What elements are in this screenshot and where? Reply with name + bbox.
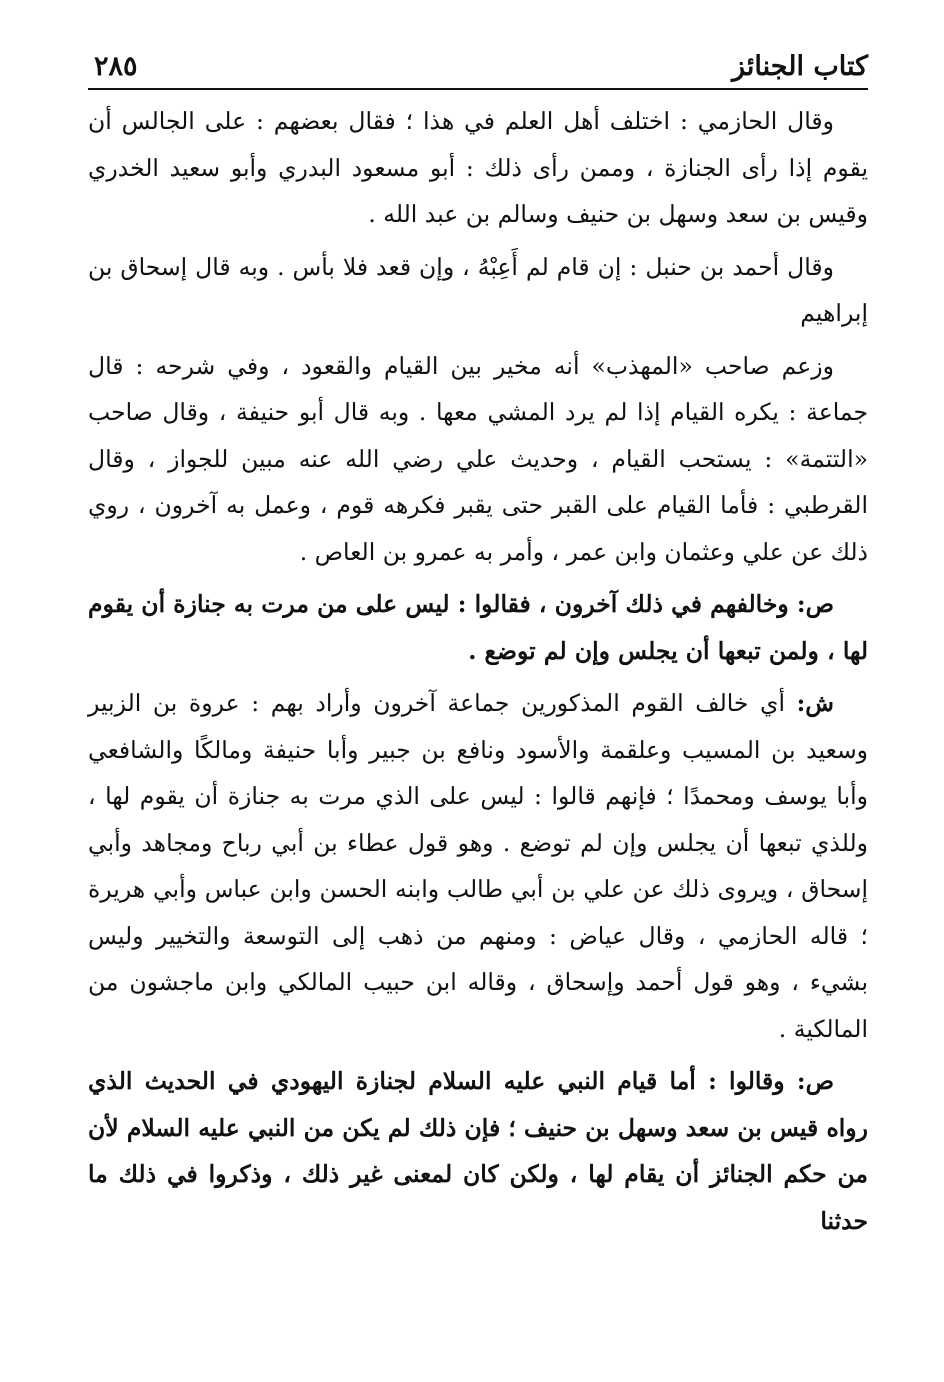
paragraph-matn-2 — [88, 1058, 868, 1244]
paragraph-text: وقالوا : أما قيام النبي عليه السلام لجنازة اليهودي في الحديث الذي رواه قيس بن سعد وسهل بن حنيف ؛ فإن ذلك لم يكن من النبي عليه السلام لأن من حكم الجنائز أن يقام لها ، ولكن كان لمعنى غير ذلك ، وذكروا في ذلك ما حدثنا — [88, 1067, 868, 1235]
page-body — [88, 98, 868, 1244]
chapter-title: كتاب الجنائز — [732, 51, 868, 82]
paragraph-text: وقال الحازمي : اختلف أهل العلم في هذا ؛ فقال بعضهم : على الجالس أن يقوم إذا رأى الجنازة ، وممن رأى ذلك : أبو مسعود البدري وأبو سعيد الخدري وقيس بن سعد وسهل بن حنيف وسالم بن عبد الله . — [88, 107, 868, 228]
paragraph-ahmad — [88, 244, 868, 337]
header-rule — [88, 88, 868, 90]
matn-marker: ص: — [796, 1067, 834, 1095]
paragraph-text: أي خالف القوم المذكورين جماعة آخرون وأراد بهم : عروة بن الزبير وسعيد بن المسيب وعلقمة والأسود ونافع بن جبير وأبا حنيفة ومالكًا والشافعي وأبا يوسف ومحمدًا ؛ فإنهم قالوا : ليس على الذي مرت به جنازة أن يقوم لها ، وللذي تبعها أن يجلس وإن لم توضع . وهو قول عطاء بن أبي رباح ومجاهد وأبي إسحاق ، ويروى ذلك عن علي بن أبي طالب وابنه الحسن وابن عباس وأبي هريرة ؛ قاله الحازمي ، وقال عياض : ومنهم من ذهب إلى التوسعة والتخيير وليس بشيء ، وهو قول أحمد وإسحاق ، وقاله ابن حبيب المالكي وابن ماجشون من المالكية . — [88, 689, 868, 1043]
paragraph-text: وقال أحمد بن حنبل : إن قام لم أَعِبْهُ ، وإن قعد فلا بأس . وبه قال إسحاق بن إبراهيم — [88, 252, 868, 327]
page-number: ٢٨٥ — [94, 51, 138, 82]
book-page — [88, 30, 868, 1250]
paragraph-hazimi — [88, 98, 868, 238]
sharh-marker: ش: — [796, 689, 834, 717]
page-header — [88, 30, 868, 82]
paragraph-text: وخالفهم في ذلك آخرون ، فقالوا : ليس على من مرت به جنازة أن يقوم لها ، ولمن تبعها أن يجلس وإن لم توضع . — [88, 590, 868, 665]
paragraph-sharh-1 — [88, 680, 868, 1052]
paragraph-muhadhdhab — [88, 343, 868, 576]
paragraph-text: وزعم صاحب «المهذب» أنه مخير بين القيام والقعود ، وفي شرحه : قال جماعة : يكره القيام إذا لم يرد المشي معها . وبه قال أبو حنيفة ، وقال صاحب «التتمة» : يستحب القيام ، وحديث علي رضي الله عنه مبين للجواز ، وقال القرطبي : فأما القيام على القبر حتى يقبر فكرهه قوم ، وعمل به آخرون ، روي ذلك عن علي وعثمان وابن عمر ، وأمر به عمرو بن العاص . — [88, 351, 868, 566]
matn-marker: ص: — [796, 590, 834, 618]
paragraph-matn-1 — [88, 581, 868, 674]
